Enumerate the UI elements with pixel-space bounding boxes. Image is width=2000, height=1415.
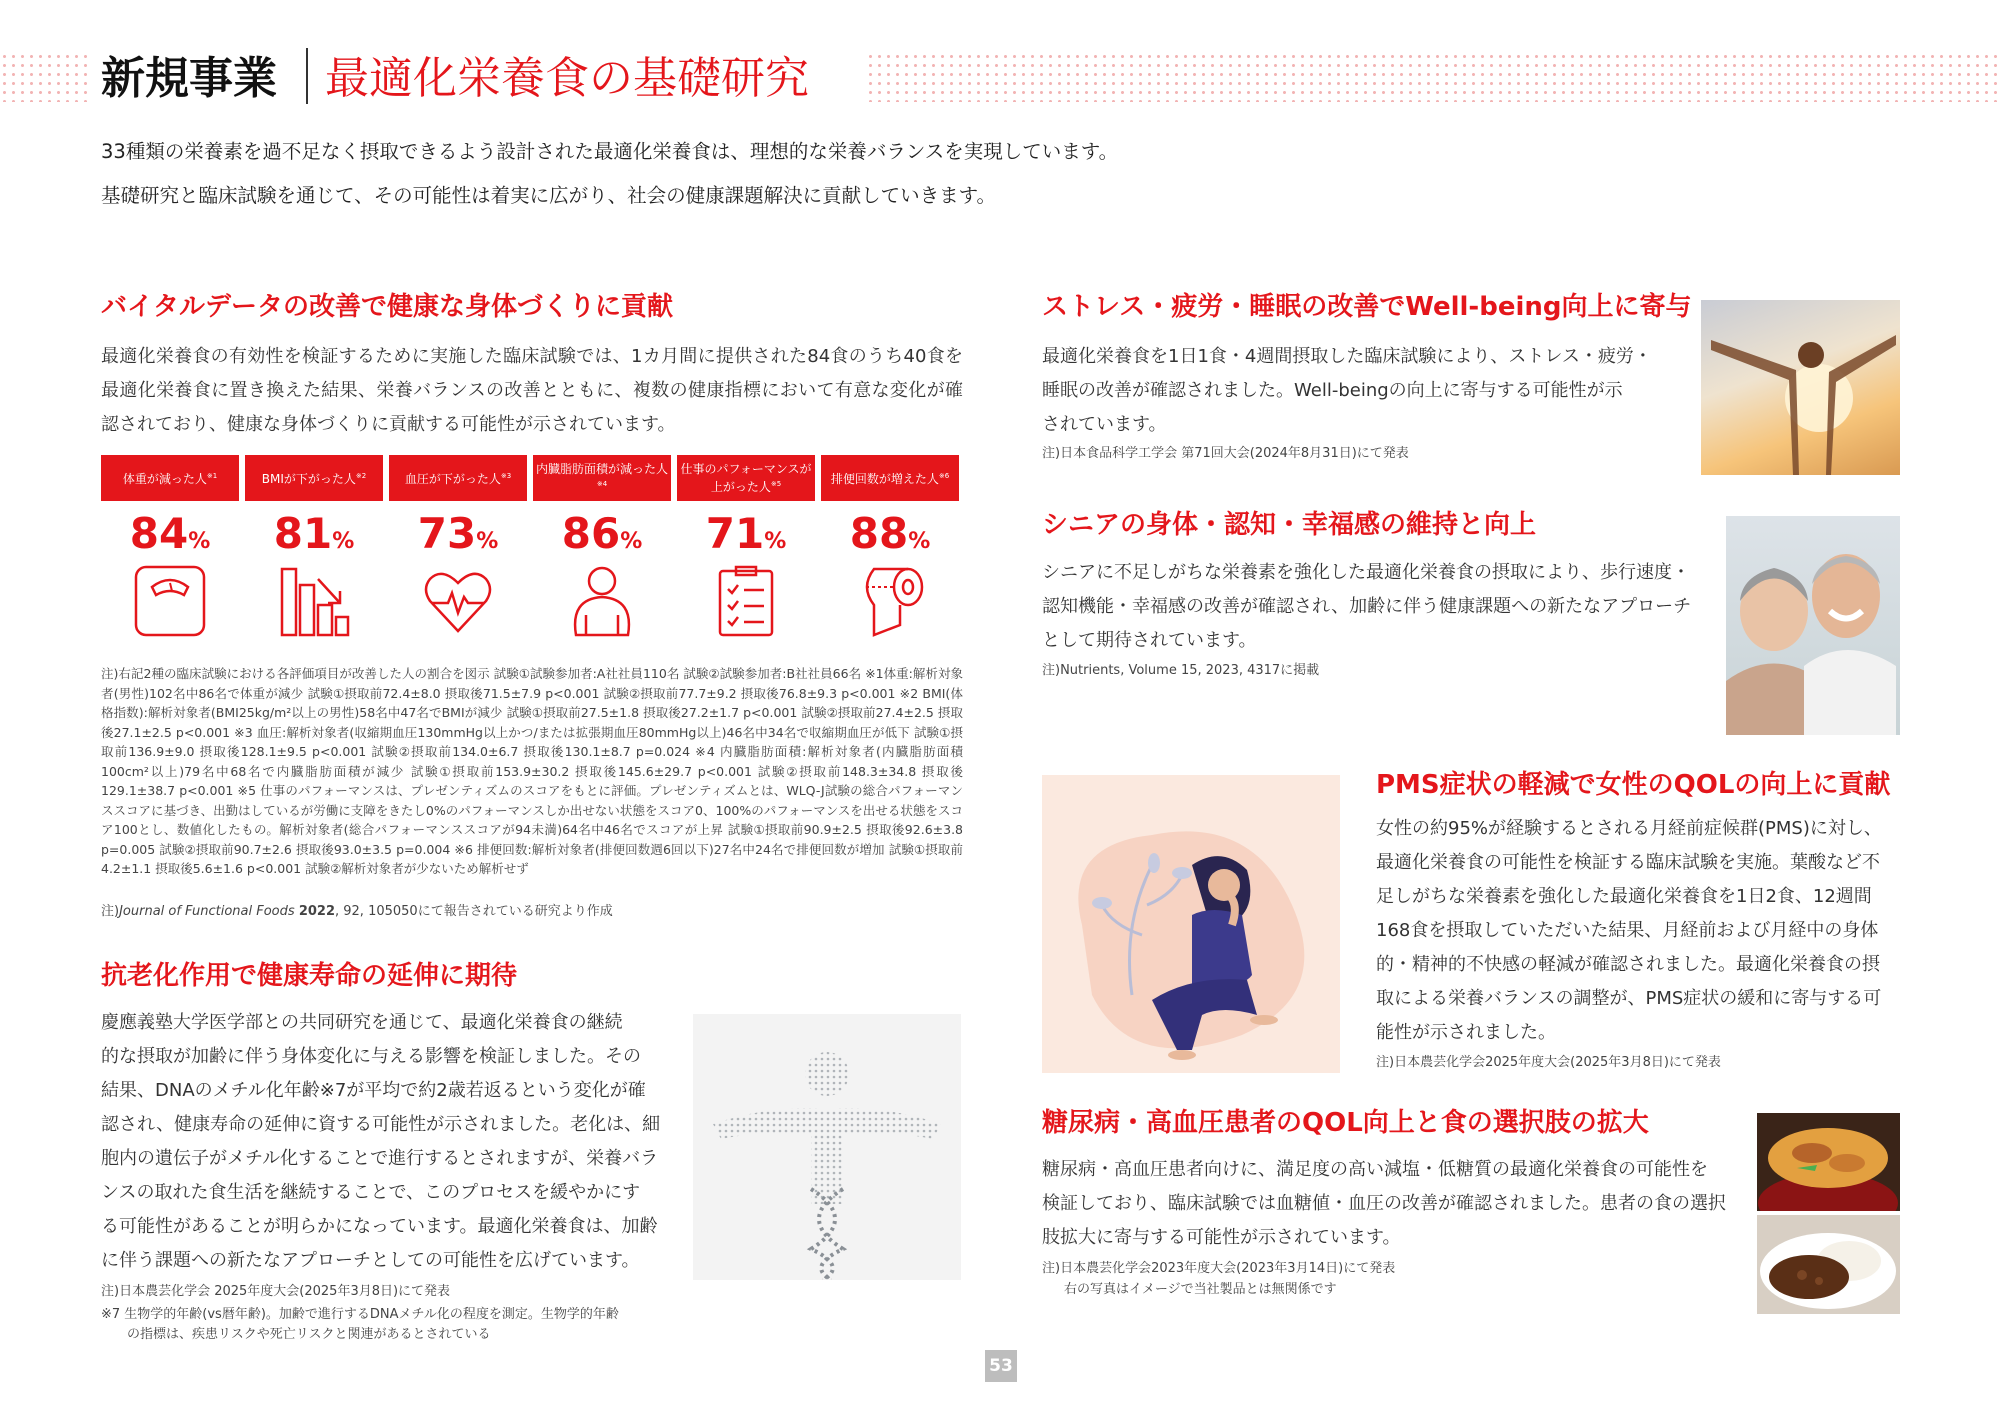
stat-value (677, 509, 815, 558)
title-divider (306, 48, 308, 104)
stat-label-text: 体重が減った人$^{※1}$ (122, 472, 218, 486)
stat-label-text: 血圧が下がった人$^{※3}$ (404, 472, 512, 486)
pms-section-body (1376, 812, 1882, 1050)
stress-section-body (1042, 340, 1652, 442)
stat-number: 84 (129, 509, 189, 558)
stress-note: 注)日本食品科学工学会 第71回大会(2024年8月31日)にて発表 (1042, 446, 1409, 461)
stat-label (101, 455, 239, 501)
senior-couple-photo (1726, 516, 1900, 735)
stress-body-line: 睡眠の改善が確認されました。Well-beingの向上に寄与する可能性が示 (1042, 380, 1623, 401)
antiaging-note: 注)日本農芸化学会 2025年度大会(2025年3月8日)にて発表 (101, 1284, 451, 1299)
curry-photo (1757, 1215, 1900, 1314)
stat-footnote-mark: ※3 (500, 472, 512, 480)
senior-body-line: として期待されています。 (1042, 630, 1257, 651)
header-dots-left (0, 52, 88, 102)
vital-section-body: 最適化栄養食の有効性を検証するために実施した臨床試験では、1カ月間に提供された84食のうち40食を最適化栄養食に置き換えた結果、栄養バランスの改善とともに、複数の健康指標において有意な変化が確認されており、健康な身体づくりに貢献する可能性が示されています。 (101, 346, 963, 435)
vital-reference-rest: , 92, 105050にて報告されている研究より作成 (335, 904, 613, 919)
senior-body-line: 認知機能・幸福感の改善が確認され、加齢に伴う健康課題への新たなアプローチ (1042, 596, 1692, 617)
antiaging-body-line: に伴う課題への新たなアプローチとしての可能性を広げています。 (101, 1250, 640, 1271)
senior-section-body (1042, 556, 1691, 658)
checklist-icon (710, 565, 782, 641)
diabetes-note: 注)日本農芸化学会2023年度大会(2023年3月14日)にて発表 (1042, 1261, 1396, 1276)
header-dots-right (866, 52, 2000, 102)
vital-reference-year: 2022 (298, 904, 335, 919)
stat-number: 81 (273, 509, 333, 558)
katsudon-photo (1757, 1113, 1900, 1211)
stat-footnote-mark: ※2 (355, 472, 367, 480)
stat-unit: % (764, 529, 787, 554)
vital-reference-prefix: 注) (101, 904, 120, 919)
stat-number: 73 (417, 509, 477, 558)
stress-body-line: されています。 (1042, 414, 1167, 435)
pms-body-line: 168食を摂取していただいた結果、月経前および月経中の身体 (1376, 920, 1879, 941)
bar-down-icon (278, 565, 350, 641)
diabetes-body-line: 糖尿病・高血圧患者向けに、満足度の高い減塩・低糖質の最適化栄養食の可能性を (1042, 1159, 1708, 1180)
antiaging-body-line: 慶應義塾大学医学部との共同研究を通じて、最適化栄養食の継続 (101, 1012, 623, 1033)
stat-number: 71 (705, 509, 765, 558)
stat-value (101, 509, 239, 558)
pms-body-line: 最適化栄養食の可能性を検証する臨床試験を実施。葉酸など不 (1376, 852, 1880, 873)
senior-body-line: シニアに不足しがちな栄養素を強化した最適化栄養食の摂取により、歩行速度・ (1042, 562, 1690, 583)
pms-note: 注)日本農芸化学会2025年度大会(2025年3月8日)にて発表 (1376, 1055, 1721, 1070)
antiaging-section-title: 抗老化作用で健康寿命の延伸に期待 (101, 961, 518, 991)
stat-label-text: BMIが下がった人$^{※2}$ (261, 472, 367, 486)
body-icon (566, 565, 638, 641)
stat-footnote-mark: ※4 (596, 479, 608, 488)
stat-unit: % (332, 529, 355, 554)
antiaging-footnote-line: ※7 生物学的年齢(vs暦年齢)。加齢で進行するDNAメチル化の程度を測定。生物学的年齢 (101, 1307, 619, 1322)
stat-footnote-mark: ※1 (206, 472, 218, 480)
diabetes-photo-note: 右の写真はイメージで当社製品とは無関係です (1064, 1282, 1337, 1297)
stat-value (533, 509, 671, 558)
stat-label (533, 455, 671, 501)
stat-label-text: 仕事のパフォーマンスが上がった人$^{※5}$ (680, 461, 812, 494)
antiaging-footnote (101, 1305, 619, 1345)
page-number: 53 (985, 1350, 1017, 1382)
stat-value (821, 509, 959, 558)
stat-unit: % (908, 529, 931, 554)
stat-number: 86 (561, 509, 621, 558)
antiaging-body-line: 認され、健康寿命の延伸に資する可能性が示されました。老化は、細 (101, 1114, 661, 1135)
dna-figure-image (693, 1014, 961, 1280)
pms-body-line: 能性が示されました。 (1376, 1022, 1556, 1043)
senior-section-title: シニアの身体・認知・幸福感の維持と向上 (1042, 510, 1537, 540)
intro-line-2: 基礎研究と臨床試験を通じて、その可能性は着実に広がり、社会の健康課題解決に貢献していきます。 (101, 184, 997, 207)
stat-label (389, 455, 527, 501)
stat-label-text: 内臓脂肪面積が減った人$^{※4}$ (535, 461, 668, 488)
diabetes-body-line: 検証しており、臨床試験では血糖値・血圧の改善が確認されました。患者の食の選択 (1042, 1193, 1726, 1214)
antiaging-body-line: 的な摂取が加齢に伴う身体変化に与える影響を検証しました。その (101, 1046, 641, 1067)
stat-label (821, 455, 959, 501)
stat-value (389, 509, 527, 558)
antiaging-body-line: 胞内の遺伝子がメチル化することで進行するとされますが、栄養バラ (101, 1148, 659, 1169)
antiaging-body-line: る可能性があることが明らかになっています。最適化栄養食は、加齢 (101, 1216, 658, 1237)
diabetes-section-title: 糖尿病・高血圧患者のQOL向上と食の選択肢の拡大 (1042, 1108, 1649, 1138)
stat-label (677, 455, 815, 501)
pms-body-line: 的・精神的不快感の軽減が確認されました。最適化栄養食の摂 (1376, 954, 1880, 975)
stat-footnote-mark: ※5 (770, 479, 782, 488)
vital-footnote: 注)右記2種の臨床試験における各評価項目が改善した人の割合を図示 試験①試験参加者:A社社員110名 試験②試験参加者:B社社員66名 ※1体重:解析対象者(男性)102名中86名で体重が減少 試験①摂取前72.4±8.0 摂取後71.5±7.9 p<0.001 試験②摂取前77.7±9.2 摂取後76.8±9.3 p<0.001 ※2 BMI(体格指数):解析対象者(BMI25kg/m²以上の男性)58名中47名でBMIが減少 試験①摂取前27.5±1.8 摂取後27.2±1.7 p<0.001 試験②摂取前27.4±2.5 摂取後27.1±2.5 p<0.001 ※3 血圧:解析対象者(収縮期血圧130mmHg以上かつ/または拡張期血圧80mmHg以上)46名中34名で収縮期血圧が低下 試験①摂取前136.9±9.0 摂取後128.1±9.5 p<0.001 試験②摂取前134.0±6.7 摂取後130.1±8.7 p=0.024 ※4 内臓脂肪面積:解析対象者(内臓脂肪面積100cm²以上)79名中68名で内臓脂肪面積が減少 試験①摂取前153.9±30.2 摂取後145.6±29.7 p<0.001 試験②摂取前148.3±34.8 摂取後129.1±38.7 p<0.001 ※5 仕事のパフォーマンスは、プレゼンティズムのスコアをもとに評価。プレゼンティズムとは、WLQ-J試験の総合パフォーマンススコアに基づき、出勤はしているが労働に支障をきたし0%のパフォーマンスしか出せない状態をスコア0、100%のパフォーマンスを出せる状態をスコア100とし、数値化したもの。解析対象者(総合パフォーマンススコアが94未満)64名中46名でスコアが上昇 試験①摂取前90.9±2.5 摂取後92.6±3.8 p=0.005 試験②摂取前90.7±2.6 摂取後93.0±3.5 p=0.004 ※6 排便回数:解析対象者(排便回数週6回以下)27名中24名で排便回数が増加 試験①摂取前4.2±1.1 摂取後5.6±1.6 p<0.001 試験②解析対象者が少ないため解析せず (101, 666, 963, 876)
pms-body-line: 足しがちな栄養素を強化した最適化栄養食を1日2食、12週間 (1376, 886, 1872, 907)
toilet-paper-icon (854, 565, 926, 641)
antiaging-section-body (101, 1006, 660, 1278)
diabetes-body-line: 肢拡大に寄与する可能性が示されています。 (1042, 1227, 1401, 1248)
stat-unit: % (620, 529, 643, 554)
woman-illustration (1042, 775, 1340, 1073)
antiaging-body-line: 結果、DNAのメチル化年齢※7が平均で約2歳若返るという変化が確 (101, 1080, 646, 1101)
stat-footnote-mark: ※6 (938, 472, 950, 480)
page-subtitle: 最適化栄養食の基礎研究 (325, 53, 809, 104)
scale-icon (134, 565, 206, 641)
sunlight-person-photo (1701, 300, 1900, 475)
stat-unit: % (188, 529, 211, 554)
pms-body-line: 女性の約95%が経験するとされる月経前症候群(PMS)に対し、 (1376, 818, 1882, 839)
heart-pulse-icon (422, 565, 494, 641)
pms-section-title: PMS症状の軽減で女性のQOLの向上に貢献 (1376, 770, 1891, 800)
vital-section-title: バイタルデータの改善で健康な身体づくりに貢献 (101, 292, 674, 322)
vital-reference-journal: Journal of Functional Foods (119, 904, 295, 919)
senior-note: 注)Nutrients, Volume 15, 2023, 4317に掲載 (1042, 663, 1320, 678)
diabetes-section-body (1042, 1153, 1726, 1255)
stat-number: 88 (849, 509, 909, 558)
stress-section-title: ストレス・疲労・睡眠の改善でWell-being向上に寄与 (1042, 292, 1692, 322)
intro-line-1: 33種類の栄養素を過不足なく摂取できるよう設計された最適化栄養食は、理想的な栄養バランスを実現しています。 (101, 140, 1119, 163)
vital-reference (101, 902, 613, 922)
stress-body-line: 最適化栄養食を1日1食・4週間摂取した臨床試験により、ストレス・疲労・ (1042, 346, 1652, 367)
stat-label (245, 455, 383, 501)
page-title: 新規事業 (101, 53, 277, 104)
stat-value (245, 509, 383, 558)
pms-body-line: 取による栄養バランスの調整が、PMS症状の緩和に寄与する可 (1376, 988, 1882, 1009)
stat-label-text: 排便回数が増えた人$^{※6}$ (830, 472, 950, 486)
antiaging-body-line: ンスの取れた食生活を継続することで、このプロセスを緩やかにす (101, 1182, 641, 1203)
stat-unit: % (476, 529, 499, 554)
antiaging-footnote-line: の指標は、疾患リスクや死亡リスクと関連があるとされている (127, 1327, 491, 1342)
